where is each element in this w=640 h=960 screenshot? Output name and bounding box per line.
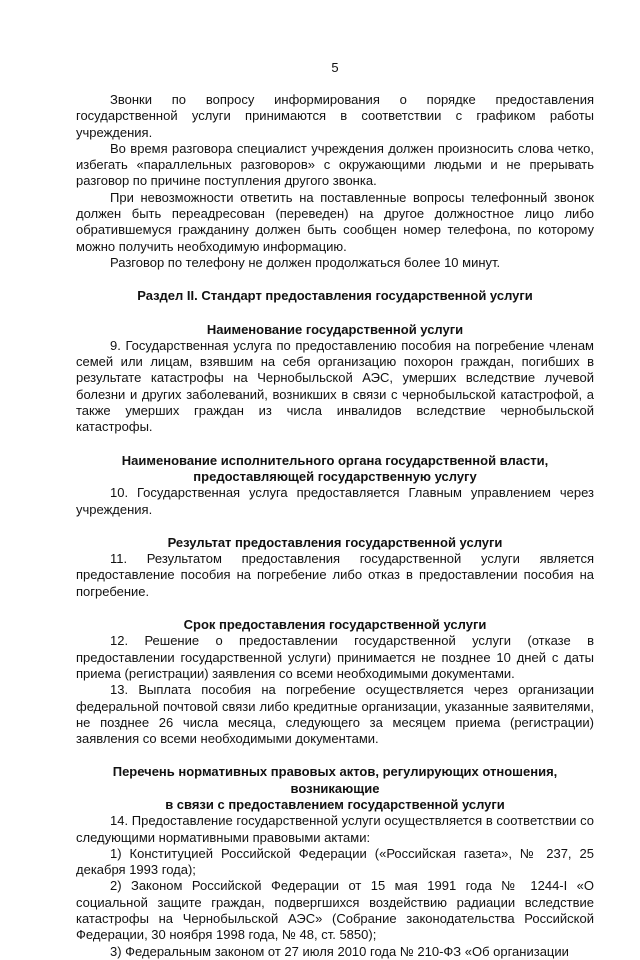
section-title: Раздел II. Стандарт предоставления государственной услуги [137,288,533,304]
heading-service-result: Результат предоставления государственной услуги [167,534,503,550]
page-number: 5 [331,60,339,75]
heading-legal-acts-line1: Перечень нормативных правовых актов, регулирующих отношения, возникающие [112,764,558,796]
paragraph-call-duration: Разговор по телефону не должен продолжаться более 10 минут. [110,254,501,270]
heading-service-name: Наименование государственной услуги [206,321,464,337]
paragraph-14: 14. Предоставление государственной услуги осуществляется в соответствии со следующими нормативными правовыми актами: [76,813,594,845]
heading-legal-acts-line2: в связи с предоставлением государственной услуги [165,796,505,812]
list-item-constitution: 1) Конституцией Российской Федерации («Российская газета», № 237, 25 декабря 1993 года); [76,845,594,878]
heading-authority-line1: Наименование исполнительного органа государственной власти, [121,452,549,468]
heading-service-term: Срок предоставления государственной услуги [183,617,487,633]
list-item-law-210: 3) Федеральным законом от 27 июля 2010 года № 210-ФЗ «Об организации [110,943,569,959]
paragraph-12: 12. Решение о предоставлении государственной услуги (отказе в предоставлении государственной услуги) принимается не позднее 10 дней с даты приема (регистрации) заявления со всеми необходимыми документами. [76,633,594,681]
paragraph-9: 9. Государственная услуга по предоставлению пособия на погребение членам семей или лицам, взявшим на себя организацию похорон граждан, погибших в результате катастрофы на Чернобыльской АЭС, умерших вследствие лучевой болезни и других заболеваний, возникших в связи с чернобыльской катастрофой, а также умерших граждан из числа инвалидов вследствие чернобыльской катастрофы. [76,337,594,435]
paragraph-call-redirect: При невозможности ответить на поставленные вопросы телефонный звонок должен быть переадресован (переведен) на другое должностное лицо либо обратившемуся гражданину должен быть сообщен номер телефона, по которому можно получить необходимую информацию. [76,189,594,254]
paragraph-13: 13. Выплата пособия на погребение осуществляется через организации федеральной почтовой связи либо кредитные организации, указанные заявителями, не позднее 26 числа месяца, следующего за месяцем приема (регистрации) заявления со всеми необходимыми документами. [76,682,594,747]
list-item-law-1244: 2) Законом Российской Федерации от 15 мая 1991 года № 1244-I «О социальной защите граждан, подвергшихся воздействию радиации вследствие катастрофы на Чернобыльской АЭС» (Собрание законодательства Российской Федерации, 30 ноября 1998 года, № 48, ст. 5850); [76,878,594,943]
paragraph-11: 11. Результатом предоставления государственной услуги является предоставление пособия на погребение либо отказ в предоставлении пособия на погребение. [76,551,594,599]
paragraph-10: 10. Государственная услуга предоставляется Главным управлением через учреждения. [76,485,594,517]
heading-authority-line2: предоставляющей государственную услугу [193,468,477,484]
paragraph-conversation-rules: Во время разговора специалист учреждения должен произносить слова четко, избегать «параллельных разговоров» с окружающими людьми и не прерывать разговор по причине поступления другого звонка. [76,140,594,189]
paragraph-calls-schedule: Звонки по вопросу информирования о порядке предоставления государственной услуги принимаются в соответствии с графиком работы учреждения. [76,92,594,140]
